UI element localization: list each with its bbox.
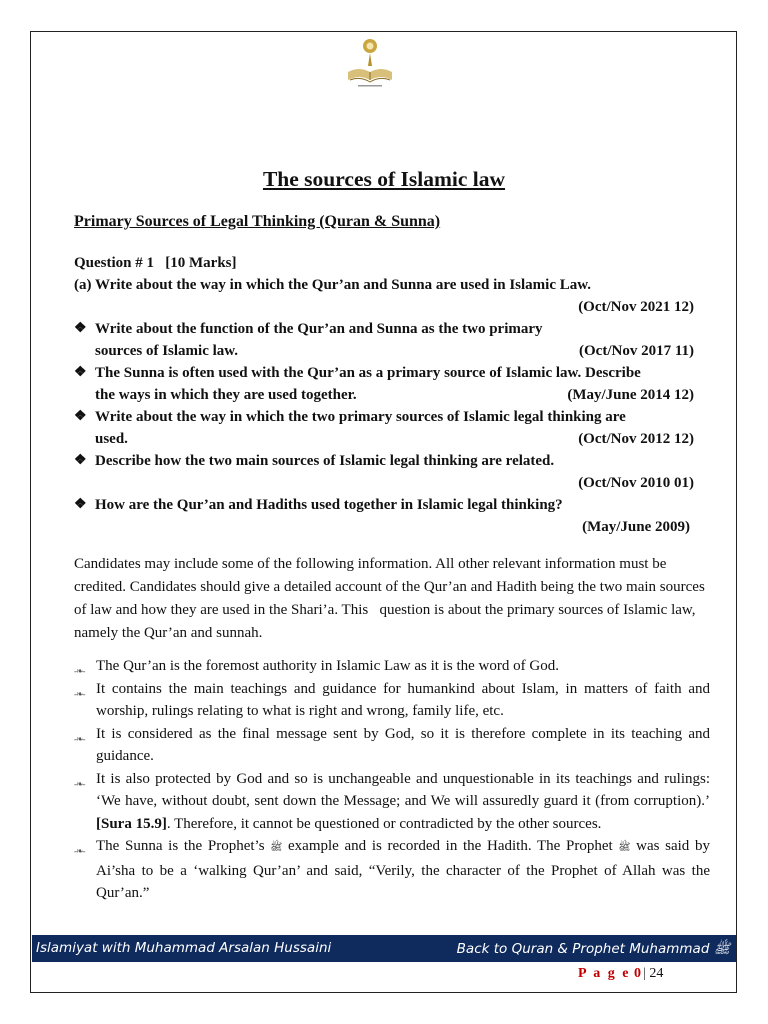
page-label: P a g e (578, 966, 631, 981)
footer-right-text: Back to Quran & Prophet Muhammad ﷺ (456, 941, 730, 957)
page-number (578, 966, 663, 982)
past-question-text: the ways in which they are used together. (95, 387, 357, 403)
honorific-glyph: ﷺ (270, 842, 283, 853)
sura-reference: [Sura 15.9] (96, 815, 167, 832)
page-title: The sources of Islamic law (262, 167, 506, 191)
past-question-text: used. (95, 431, 128, 447)
diamond-bullet-icon: ❖ (74, 453, 87, 468)
past-question-item (74, 406, 710, 450)
question-part-a-text: (a) Write about the way in which the Qur’an and Sunna are used in Islamic Law. (74, 277, 592, 293)
footer-left-text: Islamiyat with Muhammad Arsalan Hussaini (36, 940, 332, 956)
decorative-bullet-icon: -❧- (74, 778, 85, 789)
question-part-a (74, 274, 710, 318)
section-subtitle: Primary Sources of Legal Thinking (Quran & Sunna) (74, 213, 441, 230)
honorific-glyph: ﷺ (618, 842, 631, 853)
past-question-date: (May/June 2009) (582, 519, 690, 535)
answer-point-text: . Therefore, it cannot be questioned or contradicted by the other sources. (166, 815, 602, 832)
answer-point-text: The Qur’an is the foremost authority in Islamic Law as it is the word of God. (96, 658, 559, 674)
diamond-bullet-icon: ❖ (74, 409, 87, 424)
past-question-date: (Oct/Nov 2017 11) (579, 343, 694, 359)
answer-point (74, 678, 710, 723)
past-question-text: Write about the way in which the two primary sources of Islamic legal thinking are (95, 409, 626, 425)
answer-point-text: It is considered as the final message sent by God, so it is therefore complete in its teaching and guidance. (96, 725, 710, 764)
past-question-text: The Sunna is often used with the Qur’an as a primary source of Islamic law. Describe (95, 365, 641, 381)
past-question-item (74, 362, 710, 406)
past-question-text: How are the Qur’an and Hadiths used together in Islamic legal thinking? (95, 497, 563, 513)
past-question-date: (May/June 2014 12) (567, 387, 694, 403)
page-separator: | (643, 966, 646, 981)
answer-point-text: It is also protected by God and so is unchangeable and unquestionable in its teachings and rulings: ‘We have, without doubt, sent down the Message; and We will assuredly guard it (from corruption).’ (96, 770, 710, 809)
footer-banner (32, 935, 736, 962)
answer-point-text: example and is recorded in the Hadith. The Prophet (282, 838, 619, 854)
answer-point (74, 655, 710, 678)
decorative-bullet-icon: -❧- (74, 846, 85, 856)
past-question-item (74, 450, 710, 494)
book-quill-logo (344, 36, 396, 92)
question-heading: Question # 1 [10 Marks] (74, 255, 237, 271)
past-question-item (74, 318, 710, 362)
question-part-a-date: (Oct/Nov 2021 12) (578, 299, 694, 315)
answer-point (74, 723, 710, 768)
page-current: 0 (634, 966, 643, 981)
past-question-text: Describe how the two main sources of Islamic legal thinking are related. (95, 453, 555, 469)
answer-point (74, 768, 710, 836)
diamond-bullet-icon: ❖ (74, 365, 87, 380)
past-question-date: (Oct/Nov 2012 12) (578, 431, 694, 447)
decorative-bullet-icon: -❧- (74, 666, 85, 676)
answer-point-text: was said by Ai’sha to be a ‘walking Qur’an’ and said, “Verily, the character of the Prophet of Allah was the Qur’an.” (96, 838, 710, 901)
diamond-bullet-icon: ❖ (74, 497, 87, 512)
marking-intro-paragraph: Candidates may include some of the following information. All other relevant information must be credited. Candidates should give a detailed account of the Qur’an and Hadith being the two main sources of law and how they are used in the Shari’a. This question is about the primary sources of Islamic law, namely the Qur’an and sunnah. (74, 556, 709, 641)
answer-point-text: The Sunna is the Prophet’s (96, 838, 271, 854)
past-question-item (74, 494, 710, 538)
answer-points-list (74, 655, 710, 905)
past-question-date: (Oct/Nov 2010 01) (578, 475, 694, 491)
past-question-list (74, 318, 710, 538)
answer-point (74, 835, 710, 905)
page-total: 24 (649, 966, 664, 981)
diamond-bullet-icon: ❖ (74, 321, 87, 336)
answer-point-text: It contains the main teachings and guidance for humankind about Islam, in matters of faith and worship, rulings relating to what is right and wrong, family life, etc. (96, 680, 710, 719)
decorative-bullet-icon: -❧- (74, 688, 85, 699)
past-question-text: sources of Islamic law. (95, 343, 239, 359)
decorative-bullet-icon: -❧- (74, 733, 85, 744)
past-question-text: Write about the function of the Qur’an and Sunna as the two primary (95, 321, 543, 337)
